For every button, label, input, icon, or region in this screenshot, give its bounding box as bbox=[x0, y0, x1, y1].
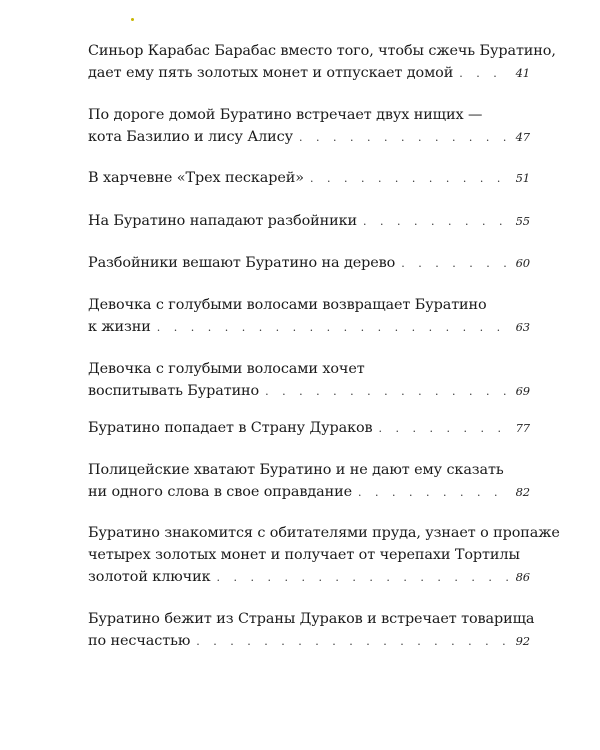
dot-leader bbox=[310, 168, 508, 190]
page-number: 55 bbox=[515, 214, 530, 228]
dot-leader bbox=[196, 631, 508, 653]
toc-entry-line: по несчастью bbox=[88, 633, 191, 649]
toc-entry bbox=[88, 608, 535, 653]
toc-entry-line: По дороге домой Буратино встречает двух нищих — bbox=[88, 107, 483, 123]
toc-entry bbox=[88, 294, 530, 339]
dot-leader bbox=[157, 317, 508, 339]
toc-entry-line: Разбойники вешают Буратино на дерево bbox=[88, 255, 396, 271]
toc-entry bbox=[88, 40, 556, 85]
page-number: 63 bbox=[515, 320, 530, 334]
toc-entry-line: Девочка с голубыми волосами возвращает Буратино bbox=[88, 297, 487, 313]
toc-entry bbox=[88, 417, 530, 440]
toc-entry bbox=[88, 104, 530, 149]
toc-entry-line: В харчевне «Трех пескарей» bbox=[88, 170, 304, 186]
toc-entry-line: к жизни bbox=[88, 319, 151, 335]
page-number: 92 bbox=[515, 634, 530, 648]
dot-leader bbox=[358, 482, 508, 504]
dot-leader bbox=[363, 211, 508, 233]
dot-leader bbox=[216, 567, 508, 589]
dot-leader bbox=[459, 63, 508, 85]
toc-entry-line: ни одного слова в свое оправдание bbox=[88, 484, 353, 500]
page-number: 86 bbox=[515, 570, 530, 584]
toc-entry-line: Буратино бежит из Страны Дураков и встречает товарища bbox=[88, 611, 535, 627]
toc-entry-line: Девочка с голубыми волосами хочет bbox=[88, 361, 365, 377]
page-number: 82 bbox=[515, 485, 530, 499]
toc-entry-line: На Буратино нападают разбойники bbox=[88, 213, 357, 229]
toc-entry bbox=[88, 210, 530, 233]
toc-entry-line: четырех золотых монет и получает от черепахи Тортилы bbox=[88, 547, 520, 563]
toc-entry-line: дает ему пять золотых монет и отпускает домой bbox=[88, 65, 454, 81]
toc-entry-line: Синьор Карабас Барабас вместо того, чтобы сжечь Буратино, bbox=[88, 43, 556, 59]
ink-speck bbox=[131, 18, 134, 21]
dot-leader bbox=[299, 127, 508, 149]
page-number: 77 bbox=[515, 421, 530, 435]
toc-entry-line: Буратино попадает в Страну Дураков bbox=[88, 420, 373, 436]
page-number: 47 bbox=[515, 130, 530, 144]
toc-entry-line: золотой ключик bbox=[88, 569, 211, 585]
toc-entry bbox=[88, 167, 530, 190]
toc-entry-line: Буратино знакомится с обитателями пруда, узнает о пропаже bbox=[88, 525, 560, 541]
toc-entry bbox=[88, 358, 530, 403]
toc-entry-line: Полицейские хватают Буратино и не дают ему сказать bbox=[88, 462, 504, 478]
dot-leader bbox=[401, 253, 508, 275]
toc-entry bbox=[88, 522, 560, 589]
page-number: 51 bbox=[515, 171, 530, 185]
toc-entry bbox=[88, 252, 530, 275]
page-number: 69 bbox=[515, 384, 530, 398]
dot-leader bbox=[265, 381, 508, 403]
page-number: 41 bbox=[515, 66, 530, 80]
dot-leader bbox=[379, 418, 508, 440]
toc-entry bbox=[88, 459, 530, 504]
toc-entry-line: кота Базилио и лису Алису bbox=[88, 129, 293, 145]
toc-entry-line: воспитывать Буратино bbox=[88, 383, 260, 399]
page-number: 60 bbox=[515, 256, 530, 270]
